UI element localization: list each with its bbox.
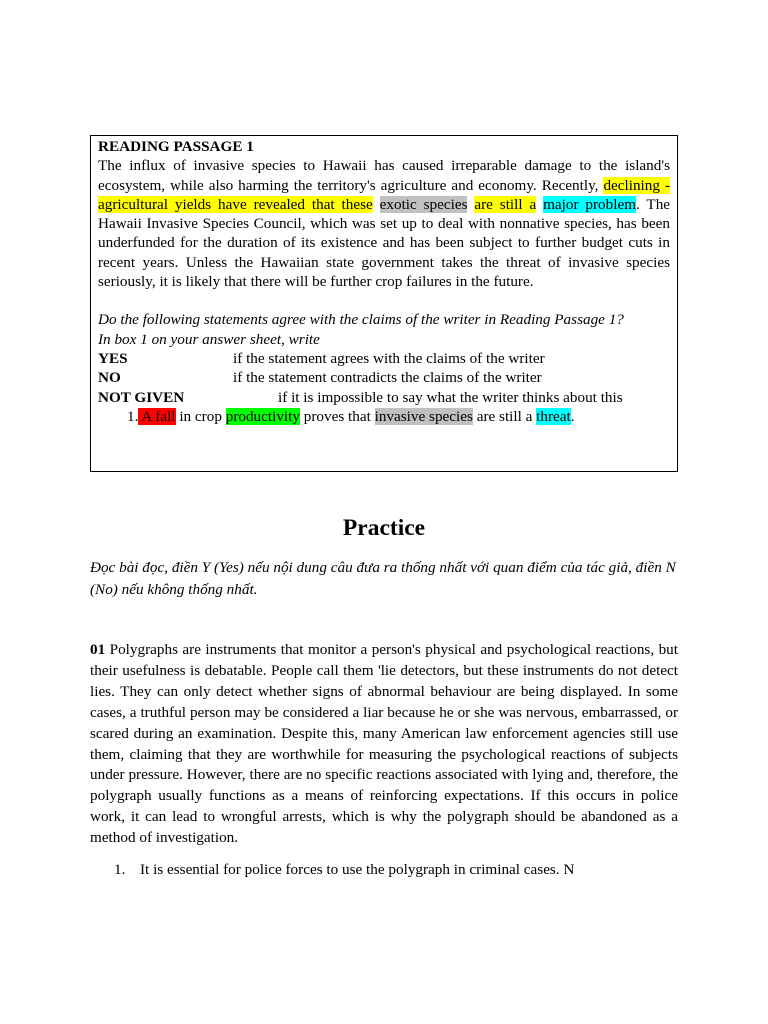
question-1: [98, 407, 670, 426]
highlight-cyan: threat: [536, 407, 571, 425]
answer-instruction: In box 1 on your answer sheet, write: [98, 330, 320, 348]
option-key: NO: [98, 369, 121, 387]
question-number: 1.: [127, 407, 139, 425]
option-key: YES: [98, 349, 128, 367]
question-instruction: Do the following statements agree with the claims of the writer in Reading Passage 1?: [98, 311, 624, 329]
option-key: NOT GIVEN: [98, 388, 185, 406]
highlight-cyan: major problem: [543, 195, 637, 213]
statement-number: 1.: [114, 861, 126, 878]
question-text-part: are still a: [472, 407, 537, 425]
practice-paragraph: [90, 640, 678, 849]
question-text-part: proves that: [299, 407, 375, 425]
highlight-green: productivity: [225, 407, 300, 425]
option-no: [98, 368, 670, 387]
reading-passage-box: [90, 135, 678, 472]
highlight-gray: invasive species: [374, 407, 473, 425]
passage-title: READING PASSAGE 1: [98, 138, 254, 155]
practice-instruction: Đọc bài đọc, điền Y (Yes) nếu nội dung câu đưa ra thống nhất với quan điểm của tác giả, điền N (No) nếu không thống nhất.: [90, 559, 676, 598]
question-text-part: .: [570, 407, 575, 425]
option-not-given: [98, 388, 670, 407]
option-yes: [98, 349, 670, 368]
highlight-yellow: are still a: [474, 195, 537, 213]
highlight-yellow: declining -agricultural yields have revealed that these: [98, 176, 670, 213]
option-desc: if the statement contradicts the claims of the writer: [233, 369, 542, 387]
option-desc: if it is impossible to say what the writer thinks about this: [278, 388, 623, 406]
paragraph-number: 01: [90, 641, 106, 658]
passage-text-part: The influx of invasive species to Hawaii has caused irreparable damage to the island's ecosystem, while also harming the territory's agriculture and economy. Recently,: [98, 157, 670, 194]
paragraph-text: Polygraphs are instruments that monitor a person's physical and psychological reactions, but their usefulness is debatable. People call them 'lie detectors, but these instruments do not detect lies. They can only detect whether signs of abnormal behaviour are being displayed. In some cases, a truthful person may be considered a liar because he or she was nervous, embarrassed, or scared during an examination. Despite this, many American law enforcement agencies still use them, claiming that they are worthwhile for measuring the psychological reactions of subjects under pressure. However, there are no specific reactions associated with lying and, therefore, the polygraph usually functions as a means of reinforcing expectations. If this occurs in police work, it can lead to wrongful arrests, which is why the polygraph should be abandoned as a method of investigation.: [90, 641, 678, 847]
passage-text: [98, 156, 670, 291]
passage-text-part: . The Hawaii Invasive Species Council, which was set up to deal with nonnative species, has been underfunded for the duration of its existence and has been subject to further budget cuts in recent years. Unless the Hawaiian state government takes the threat of invasive species seriously, it is likely that there will be further crop failures in the future.: [98, 195, 671, 291]
question-text-part: in crop: [175, 407, 226, 425]
statement-text: It is essential for police forces to use the polygraph in criminal cases. N: [140, 861, 575, 878]
practice-statement: [114, 859, 574, 880]
highlight-red: A fall: [138, 407, 176, 425]
highlight-gray: exotic species: [379, 195, 468, 213]
practice-heading: Practice: [342, 515, 426, 541]
option-desc: if the statement agrees with the claims of the writer: [233, 349, 545, 367]
passage-text-part: [373, 196, 380, 213]
